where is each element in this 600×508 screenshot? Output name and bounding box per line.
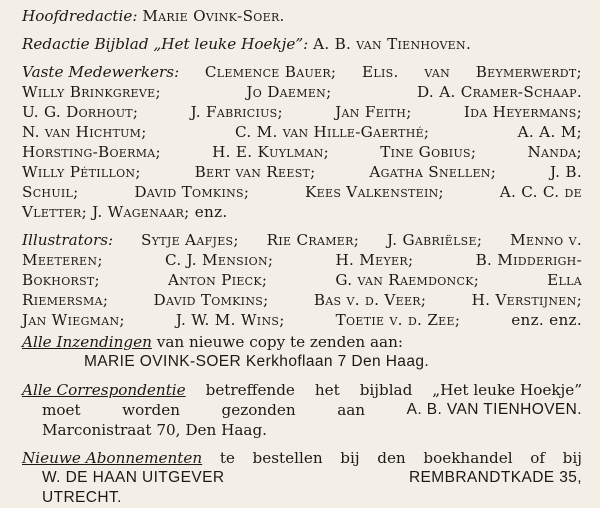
illustrators-label: Illustrators: [22, 231, 114, 249]
contributor-name: Jan Feith; [335, 103, 412, 121]
contributor-name: Kees Valkenstein; [305, 183, 444, 201]
contributor-name: Bert van Reest; [194, 163, 316, 181]
contributors-line [22, 182, 582, 202]
submissions-label: Alle Inzendingen [22, 333, 152, 351]
contributor-name: Ida Heyermans; [463, 103, 582, 121]
contributor-name: H. E. Kuylman; [212, 143, 330, 161]
illustrator-name: Ella [547, 271, 582, 289]
contributor-name: Vletter; [22, 203, 88, 221]
contributor-name: Horsting-Boerma; [22, 143, 161, 161]
supplement-name: A. B. van Tienhoven. [313, 35, 472, 53]
contributor-name: Willy Pétillon; [22, 163, 141, 181]
supplement-line [22, 34, 582, 54]
correspondence-word: „Het leuke Hoekje” [432, 381, 582, 399]
illustrator-name: Anton Pieck; [167, 271, 268, 289]
contributor-name: N. van Hichtum; [22, 123, 147, 141]
contributor-name: Clemence Bauer; [204, 63, 337, 81]
illustrators-line [22, 230, 582, 250]
correspondence-label: Alle Correspondentie [22, 381, 186, 399]
subscriptions-word: of [530, 449, 546, 467]
subscriptions-word: bij [340, 449, 360, 467]
contributors-line [22, 102, 582, 122]
subscriptions-publisher-line [22, 468, 582, 488]
submissions-section [22, 332, 582, 372]
correspondence-word: gezonden [221, 401, 296, 419]
contributor-name: J. B. [549, 163, 582, 181]
contributor-name: Jo Daemen; [246, 83, 332, 101]
editor-label: Hoofdredactie: [22, 7, 138, 25]
illustrators-line [22, 250, 582, 270]
publisher-street: REMBRANDTKADE 35, [408, 469, 582, 486]
contributors-line [22, 122, 582, 142]
contributor-name: A. A. M; [517, 123, 582, 141]
correspondence-word: betreffende [205, 381, 295, 399]
contributor-etc: enz. [194, 203, 228, 221]
contributors-line [22, 162, 582, 182]
correspondence-word: moet [42, 401, 81, 419]
publisher-city: UTRECHT. [42, 489, 122, 506]
illustrator-etc: enz. enz. [511, 311, 582, 329]
contributor-name: Willy Brinkgreve; [22, 83, 161, 101]
contributors-label: Vaste Medewerkers: [22, 63, 180, 81]
correspondence-recipient: A. B. VAN TIENHOVEN. [406, 401, 582, 418]
illustrator-name: Rie Cramer; [266, 231, 360, 249]
illustrator-name: Bokhorst; [22, 271, 100, 289]
illustrator-name: Jan Wiegman; [22, 311, 125, 329]
contributor-name: J. Fabricius; [190, 103, 283, 121]
subscriptions-word: te [219, 449, 235, 467]
contributor-name: Schuil; [22, 183, 79, 201]
correspondence-word: worden [122, 401, 181, 419]
illustrators-line [22, 310, 582, 330]
subscriptions-word: bestellen [252, 449, 323, 467]
correspondence-line [22, 400, 582, 420]
illustrators-section [22, 230, 582, 330]
contributor-name: C. M. van Hille-Gaerthé; [234, 123, 430, 141]
subscriptions-label: Nieuwe Abonnementen [22, 449, 203, 467]
correspondence-word: bijblad [359, 381, 413, 399]
editor-name: Marie Ovink-Soer. [142, 7, 285, 25]
illustrator-name: Menno v. [510, 231, 582, 249]
contributor-name: David Tomkins; [134, 183, 250, 201]
submissions-text: van nieuwe copy te zenden aan: [156, 333, 403, 351]
illustrators-line [22, 270, 582, 290]
illustrator-name: J. W. M. Wins; [175, 311, 285, 329]
illustrators-line [22, 290, 582, 310]
illustrator-name: Meeteren; [22, 251, 103, 269]
contributor-name: Tine Gobius; [380, 143, 477, 161]
contributors-line [22, 202, 582, 222]
illustrator-name: Riemersma; [22, 291, 109, 309]
illustrator-name: Toetie v. d. Zee; [335, 311, 461, 329]
subscriptions-line [22, 448, 582, 468]
contributor-name: Beymerwerdt; [475, 63, 582, 81]
subscriptions-word: boekhandel [423, 449, 513, 467]
subscriptions-word: den [377, 449, 406, 467]
editor-line [22, 6, 582, 26]
illustrator-name: B. Midderigh- [475, 251, 582, 269]
supplement-label: Redactie Bijblad „Het leuke Hoekje”: [22, 35, 309, 53]
correspondence-section [22, 380, 582, 440]
subscriptions-word: bij [562, 449, 582, 467]
illustrator-name: H. Verstijnen; [471, 291, 582, 309]
illustrator-name: David Tomkins; [153, 291, 269, 309]
illustrator-name: G. van Raemdonck; [335, 271, 480, 289]
contributors-line [22, 62, 582, 82]
illustrator-name: J. Gabriëlse; [387, 231, 483, 249]
contributors-line [22, 142, 582, 162]
contributor-name: van [424, 63, 450, 81]
correspondence-word: het [314, 381, 340, 399]
submissions-address: MARIE OVINK-SOER Kerkhoflaan 7 Den Haag. [84, 353, 430, 370]
publisher-name: W. DE HAAN UITGEVER [42, 469, 225, 486]
contributors-section [22, 62, 582, 222]
contributor-name: Agatha Snellen; [369, 163, 497, 181]
illustrator-name: Sytje Aafjes; [140, 231, 239, 249]
contributors-line [22, 82, 582, 102]
contributor-name: Elis. [362, 63, 399, 81]
correspondence-word: aan [337, 401, 366, 419]
contributor-name: J. Wagenaar; [92, 203, 190, 221]
contributor-name: U. G. Dorhout; [22, 103, 139, 121]
contributor-name: A. C. C. de [499, 183, 582, 201]
contributor-name: D. A. Cramer-Schaap. [417, 83, 582, 101]
illustrator-name: H. Meyer; [335, 251, 414, 269]
illustrator-name: C. J. Mension; [164, 251, 274, 269]
contributor-name: Nanda; [527, 143, 582, 161]
correspondence-line [22, 380, 582, 400]
submissions-line [22, 332, 582, 352]
illustrator-name: Bas v. d. Veer; [313, 291, 427, 309]
correspondence-address: Marconistraat 70, Den Haag. [42, 421, 268, 439]
subscriptions-section [22, 448, 582, 508]
